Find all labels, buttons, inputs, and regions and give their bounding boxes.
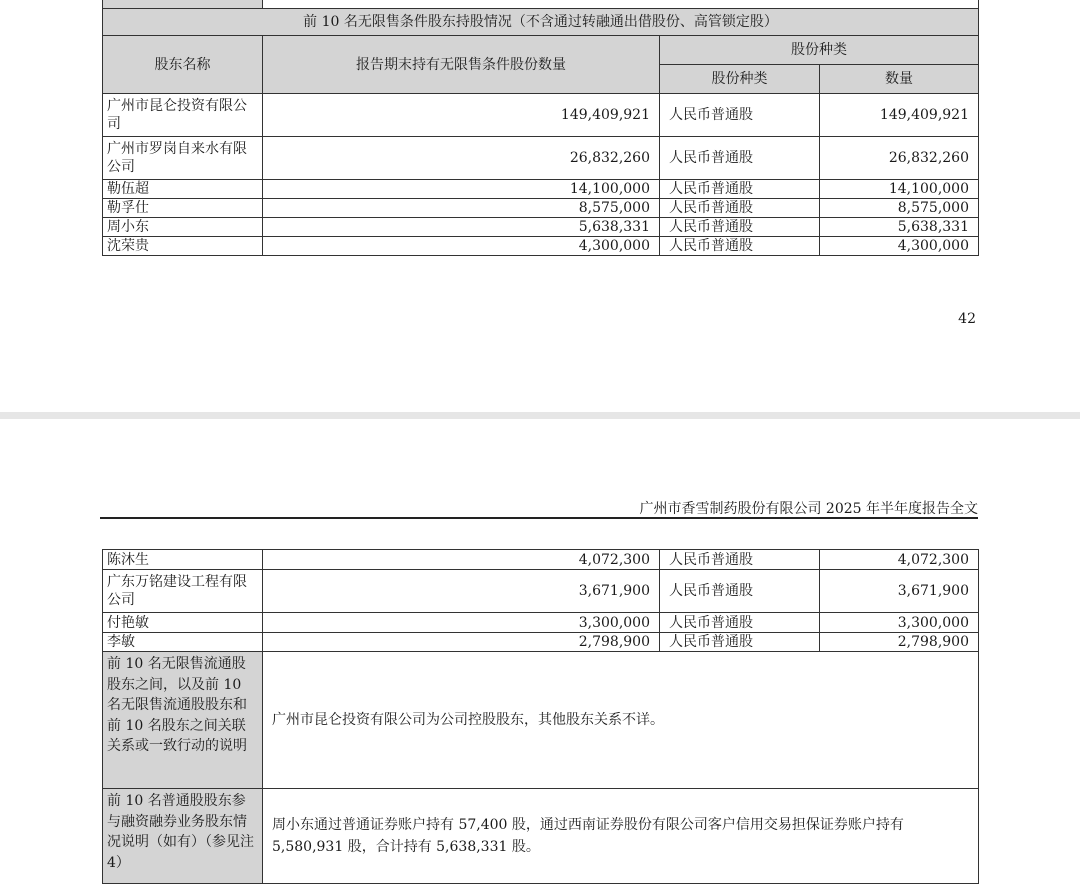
share-type: 人民币普通股 <box>660 550 820 570</box>
table-row <box>103 613 979 633</box>
holder-name: 沈荣贵 <box>103 237 263 256</box>
previous-section-label-cell <box>103 0 263 9</box>
holder-name: 广东万铭建设工程有限公司 <box>103 570 263 613</box>
share-amount: 5,638,331 <box>820 218 979 237</box>
holder-name: 周小东 <box>103 218 263 237</box>
holder-quantity: 8,575,000 <box>263 199 660 218</box>
table-row <box>103 570 979 613</box>
relation-label: 前 10 名无限售流通股股东之间，以及前 10 名无限售流通股股东和前 10 名股东之间关联关系或一致行动的说明 <box>103 652 263 789</box>
share-type: 人民币普通股 <box>660 94 820 137</box>
holder-name: 勒孚仕 <box>103 199 263 218</box>
holder-quantity: 14,100,000 <box>263 180 660 199</box>
holder-name: 勒伍超 <box>103 180 263 199</box>
holder-name: 李敏 <box>103 633 263 652</box>
header-amount: 数量 <box>820 65 979 94</box>
share-amount: 4,072,300 <box>820 550 979 570</box>
share-type: 人民币普通股 <box>660 218 820 237</box>
report-header: 广州市香雪制药股份有限公司 2025 年半年度报告全文 <box>639 501 978 517</box>
holder-name: 付艳敏 <box>103 613 263 633</box>
relation-row <box>103 652 979 789</box>
table-row <box>103 94 979 137</box>
top-shareholders-table <box>102 0 979 256</box>
table-row <box>103 633 979 652</box>
share-type: 人民币普通股 <box>660 180 820 199</box>
share-amount: 149,409,921 <box>820 94 979 137</box>
holder-quantity: 149,409,921 <box>263 94 660 137</box>
table-row <box>103 180 979 199</box>
share-type: 人民币普通股 <box>660 237 820 256</box>
share-amount: 14,100,000 <box>820 180 979 199</box>
report-page-42 <box>0 0 1080 412</box>
table-row <box>103 237 979 256</box>
share-amount: 26,832,260 <box>820 137 979 180</box>
share-type: 人民币普通股 <box>660 633 820 652</box>
report-page-43 <box>0 419 1080 881</box>
holder-name: 广州市罗岗自来水有限公司 <box>103 137 263 180</box>
margin-trading-text: 周小东通过普通证券账户持有 57,400 股，通过西南证券股份有限公司客户信用交易担保证券账户持有 5,580,931 股，合计持有 5,638,331 股。 <box>263 789 979 884</box>
header-holder-name: 股东名称 <box>103 36 263 94</box>
section-title: 前 10 名无限售条件股东持股情况（不含通过转融通出借股份、高管锁定股） <box>103 9 979 36</box>
holder-quantity: 4,300,000 <box>263 237 660 256</box>
previous-section-row <box>103 0 979 9</box>
section-title-row <box>103 9 979 36</box>
relation-text: 广州市昆仑投资有限公司为公司控股股东，其他股东关系不详。 <box>263 652 979 789</box>
holder-quantity: 5,638,331 <box>263 218 660 237</box>
holder-quantity: 4,072,300 <box>263 550 660 570</box>
holder-quantity: 3,300,000 <box>263 613 660 633</box>
previous-section-content-cell <box>263 0 979 9</box>
table-row <box>103 550 979 570</box>
header-share-type: 股份种类 <box>660 65 820 94</box>
margin-trading-row <box>103 789 979 884</box>
holder-name: 广州市昆仑投资有限公司 <box>103 94 263 137</box>
share-type: 人民币普通股 <box>660 137 820 180</box>
page-separator <box>0 412 1080 419</box>
share-amount: 3,300,000 <box>820 613 979 633</box>
top-shareholders-table-continued <box>102 549 979 884</box>
share-type: 人民币普通股 <box>660 613 820 633</box>
holder-quantity: 2,798,900 <box>263 633 660 652</box>
share-amount: 2,798,900 <box>820 633 979 652</box>
share-amount: 4,300,000 <box>820 237 979 256</box>
table-row <box>103 199 979 218</box>
header-row <box>103 36 979 65</box>
share-type: 人民币普通股 <box>660 199 820 218</box>
header-quantity: 报告期末持有无限售条件股份数量 <box>263 36 660 94</box>
share-amount: 3,671,900 <box>820 570 979 613</box>
table-row <box>103 137 979 180</box>
header-share-type-group: 股份种类 <box>660 36 979 65</box>
header-rule <box>100 517 978 519</box>
holder-name: 陈沐生 <box>103 550 263 570</box>
holder-quantity: 3,671,900 <box>263 570 660 613</box>
margin-trading-label: 前 10 名普通股股东参与融资融券业务股东情况说明（如有）（参见注 4） <box>103 789 263 884</box>
holder-quantity: 26,832,260 <box>263 137 660 180</box>
page-number: 42 <box>958 311 976 327</box>
table-row <box>103 218 979 237</box>
share-type: 人民币普通股 <box>660 570 820 613</box>
share-amount: 8,575,000 <box>820 199 979 218</box>
